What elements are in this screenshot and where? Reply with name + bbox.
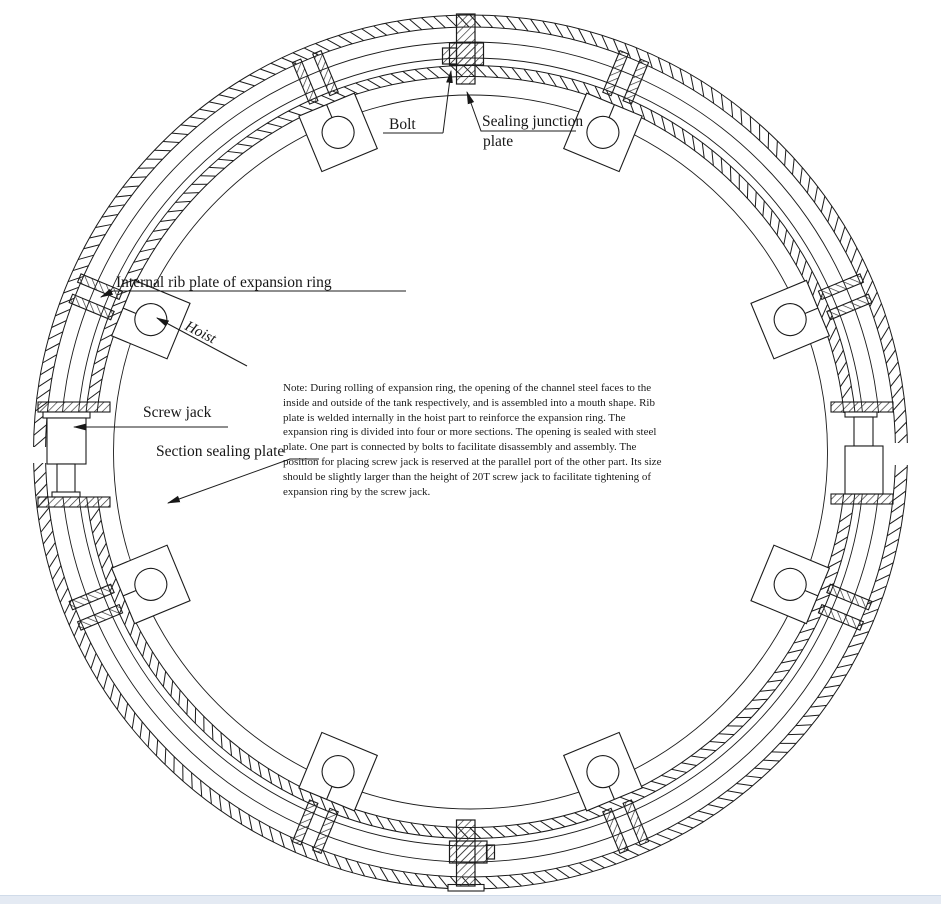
rib-plate-pair bbox=[818, 274, 871, 320]
sealing-junction-label-line1: Sealing junction bbox=[482, 113, 584, 130]
bolted-junction-bottom bbox=[448, 820, 495, 891]
note-line: should be slightly larger than the height of 20T screw jack to facilitate tightening of bbox=[283, 470, 652, 483]
rib-plate-pair bbox=[292, 800, 338, 853]
hoist-symbol bbox=[564, 93, 642, 171]
note-line: plate is welded internally in the hoist part to reinforce the expansion ring. The bbox=[283, 411, 626, 424]
hoist-symbol bbox=[564, 732, 642, 810]
rib-plate-pair bbox=[292, 51, 338, 104]
bolt-label: Bolt bbox=[389, 116, 416, 133]
note-block bbox=[283, 381, 713, 499]
hoist-symbol bbox=[112, 545, 190, 623]
rib-plate-pair bbox=[603, 800, 649, 853]
hoist-symbol bbox=[751, 280, 829, 358]
section-sealing-label: Section sealing plate bbox=[156, 443, 285, 460]
rib-plate-pair bbox=[69, 274, 122, 320]
hoist-label: Hoist bbox=[182, 318, 219, 348]
sealing-junction-label-line2: plate bbox=[483, 133, 514, 150]
note-line: Note: During rolling of expansion ring, the opening of the channel steel faces to the bbox=[283, 382, 652, 394]
note-line: expansion ring by the screw jack. bbox=[283, 485, 431, 498]
note-line: position for placing screw jack is reserved at the parallel port of the other part. Its size bbox=[283, 455, 662, 468]
bolted-junction-top bbox=[443, 14, 484, 84]
rib-plate-pair bbox=[69, 584, 122, 630]
internal-rib-label: Internal rib plate of expansion ring bbox=[116, 274, 332, 291]
note-line: expansion ring is divided into four or more sections. The opening is sealed with steel bbox=[283, 426, 657, 439]
rib-plate-pair bbox=[603, 51, 649, 104]
window-edge-strip bbox=[0, 895, 941, 904]
rib-plate-pair bbox=[818, 584, 871, 630]
hoist-symbol bbox=[299, 732, 377, 810]
note-line: inside and outside of the tank respectively, and is assembled into a mouth shape. Rib bbox=[283, 396, 655, 409]
note-line: plate. One part is connected by bolts to facilitate disassembly and assembly. The bbox=[283, 441, 637, 454]
hoist-symbol bbox=[751, 545, 829, 623]
hoist-symbol bbox=[112, 280, 190, 358]
screw-jack-label: Screw jack bbox=[143, 404, 212, 421]
hoist-symbol bbox=[299, 93, 377, 171]
bolt-leader-line bbox=[443, 71, 451, 133]
